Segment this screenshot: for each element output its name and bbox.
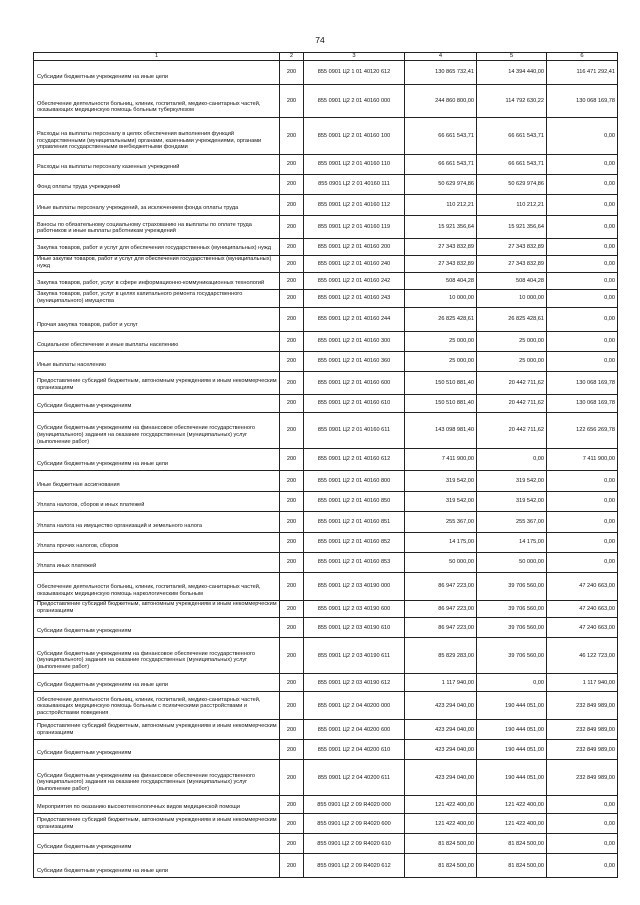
table-row [34, 834, 618, 854]
row-kbk-cell: 855 0901 Ц2 2 01 40160 110 [304, 155, 405, 175]
row-code-cell: 200 [280, 85, 304, 118]
row-name-text: Предоставление субсидий бюджетным, автономным учреждениям и иным некоммерческим организациям [37, 378, 277, 391]
table-row [34, 638, 618, 674]
row-name-cell [34, 796, 280, 814]
column-header: 1 [34, 53, 280, 61]
row-amount-executed-cell: 190 444 051,00 [477, 692, 547, 720]
row-amount-remaining-cell: 47 240 663,00 [547, 573, 618, 601]
row-amount-approved-cell: 7 411 900,00 [405, 449, 477, 471]
row-amount-approved-cell: 85 829 283,00 [405, 638, 477, 674]
row-code-cell: 200 [280, 720, 304, 740]
row-kbk-cell: 855 0901 Ц2 2 04 40200 611 [304, 760, 405, 796]
row-code-cell: 200 [280, 195, 304, 216]
row-amount-approved-cell: 66 661 543,71 [405, 118, 477, 155]
row-name-text: Социальное обеспечение и иные выплаты населению [37, 341, 179, 348]
row-kbk-cell: 855 0901 Ц2 2 04 40200 000 [304, 692, 405, 720]
row-code-cell: 200 [280, 601, 304, 618]
row-kbk-cell: 855 0901 Ц2 2 01 40160 000 [304, 85, 405, 118]
row-amount-remaining-cell: 130 068 169,78 [547, 395, 618, 413]
row-name-text: Субсидии бюджетным учреждениям на финансовое обеспечение государственного (муниципального) задания на оказание государственных (муниципальных) услуг (выполнение работ) [37, 425, 255, 445]
row-name-text: Расходы на выплаты персоналу в целях обеспечения выполнения функций государственными (муниципальными) органами, казенными учреждениями, органами управления государственными внебюджетными фондами [37, 131, 262, 151]
row-name-text: Взносы по обязательному социальному страхованию на выплаты по оплате труда работников и иные выплаты работникам учреждений [37, 221, 252, 235]
page-number: 74 [315, 35, 325, 45]
column-header: 5 [477, 53, 547, 61]
row-amount-remaining-cell: 46 122 723,00 [547, 638, 618, 674]
table-row [34, 332, 618, 352]
table-row [34, 256, 618, 273]
row-amount-approved-cell: 130 865 732,41 [405, 61, 477, 85]
row-name-cell [34, 175, 280, 195]
row-amount-remaining-cell: 0,00 [547, 834, 618, 854]
row-name-text: Мероприятия по оказанию высокотехнологичных видов медицинской помощи [37, 803, 241, 810]
row-name-text: Субсидии бюджетным учреждениям на иные цели [37, 460, 169, 467]
row-amount-approved-cell: 50 000,00 [405, 553, 477, 573]
row-amount-executed-cell: 14 394 440,00 [477, 61, 547, 85]
table-row [34, 796, 618, 814]
row-amount-approved-cell: 10 000,00 [405, 290, 477, 308]
row-name-cell [34, 273, 280, 290]
row-code-cell: 200 [280, 573, 304, 601]
row-amount-approved-cell: 81 824 500,00 [405, 854, 477, 878]
row-name-cell [34, 674, 280, 692]
row-amount-executed-cell: 15 921 356,64 [477, 216, 547, 239]
row-amount-approved-cell: 150 510 881,40 [405, 395, 477, 413]
table-row [34, 553, 618, 573]
row-name-cell [34, 256, 280, 273]
table-row [34, 492, 618, 512]
row-amount-executed-cell: 190 444 051,00 [477, 760, 547, 796]
table-row [34, 195, 618, 216]
row-amount-approved-cell: 255 367,00 [405, 512, 477, 533]
row-amount-approved-cell: 423 294 040,00 [405, 760, 477, 796]
row-code-cell: 200 [280, 512, 304, 533]
row-amount-remaining-cell: 0,00 [547, 155, 618, 175]
row-name-text: Иные закупки товаров, работ и услуг для обеспечения государственных (муниципальных) нужд [37, 256, 272, 269]
row-kbk-cell: 855 0901 Ц2 2 01 40160 610 [304, 395, 405, 413]
row-amount-remaining-cell: 0,00 [547, 118, 618, 155]
row-code-cell: 200 [280, 413, 304, 449]
row-name-cell [34, 638, 280, 674]
row-name-cell [34, 533, 280, 553]
row-amount-remaining-cell: 47 240 663,00 [547, 601, 618, 618]
row-name-cell [34, 553, 280, 573]
row-name-cell [34, 239, 280, 256]
row-code-cell: 200 [280, 216, 304, 239]
row-name-text: Уплата прочих налогов, сборов [37, 542, 119, 549]
row-code-cell: 200 [280, 175, 304, 195]
row-kbk-cell: 855 0901 Ц2 2 01 40160 800 [304, 471, 405, 492]
row-name-cell [34, 740, 280, 760]
row-kbk-cell: 855 0901 Ц2 2 01 40160 100 [304, 118, 405, 155]
table-row [34, 854, 618, 878]
table-row [34, 352, 618, 372]
row-code-cell: 200 [280, 674, 304, 692]
table-row [34, 85, 618, 118]
row-amount-remaining-cell: 0,00 [547, 195, 618, 216]
table-row [34, 273, 618, 290]
table-row [34, 449, 618, 471]
row-code-cell: 200 [280, 796, 304, 814]
row-code-cell: 200 [280, 332, 304, 352]
row-code-cell: 200 [280, 308, 304, 332]
row-amount-approved-cell: 121 422 400,00 [405, 796, 477, 814]
row-name-text: Иные бюджетные ассигнования [37, 481, 120, 488]
row-amount-executed-cell: 81 824 500,00 [477, 834, 547, 854]
row-kbk-cell: 855 0901 Ц2 2 01 40160 611 [304, 413, 405, 449]
row-kbk-cell: 855 0901 Ц2 2 09 R4020 610 [304, 834, 405, 854]
row-name-text: Расходы на выплаты персоналу казенных учреждений [37, 164, 180, 171]
row-amount-executed-cell: 110 212,21 [477, 195, 547, 216]
table-row [34, 740, 618, 760]
row-kbk-cell: 855 0901 Ц2 2 01 40160 244 [304, 308, 405, 332]
table-row [34, 618, 618, 638]
row-amount-executed-cell: 20 442 711,62 [477, 395, 547, 413]
row-amount-remaining-cell: 0,00 [547, 854, 618, 878]
table-row [34, 372, 618, 395]
row-amount-remaining-cell: 130 068 169,78 [547, 85, 618, 118]
row-amount-executed-cell: 81 824 500,00 [477, 854, 547, 878]
row-code-cell: 200 [280, 760, 304, 796]
row-kbk-cell: 855 0901 Ц2 2 01 40160 300 [304, 332, 405, 352]
row-amount-approved-cell: 319 542,00 [405, 471, 477, 492]
row-name-text: Прочая закупка товаров, работ и услуг [37, 321, 138, 328]
row-amount-approved-cell: 27 343 832,89 [405, 239, 477, 256]
row-kbk-cell: 855 0901 Ц2 2 03 40190 610 [304, 618, 405, 638]
row-code-cell: 200 [280, 834, 304, 854]
row-amount-approved-cell: 121 422 400,00 [405, 814, 477, 834]
row-amount-remaining-cell: 0,00 [547, 352, 618, 372]
row-name-cell [34, 61, 280, 85]
row-name-cell [34, 814, 280, 834]
row-code-cell: 200 [280, 256, 304, 273]
row-amount-approved-cell: 50 629 974,86 [405, 175, 477, 195]
row-amount-remaining-cell: 0,00 [547, 175, 618, 195]
table-row [34, 601, 618, 618]
row-name-text: Обеспечение деятельности больниц, клиник, госпиталей, медико-санитарных частей, оказывающих медицинскую помощь больным туберкулезом [37, 100, 261, 114]
row-name-cell [34, 720, 280, 740]
row-kbk-cell: 855 0901 Ц2 2 03 40190 600 [304, 601, 405, 618]
table-row [34, 395, 618, 413]
row-amount-remaining-cell: 122 656 269,78 [547, 413, 618, 449]
row-amount-executed-cell: 508 404,28 [477, 273, 547, 290]
row-amount-remaining-cell: 232 849 989,00 [547, 692, 618, 720]
row-name-text: Субсидии бюджетным учреждениям на иные цели [37, 681, 169, 688]
row-amount-approved-cell: 86 947 223,00 [405, 573, 477, 601]
row-amount-remaining-cell: 0,00 [547, 239, 618, 256]
row-name-text: Субсидии бюджетным учреждениям [37, 843, 132, 850]
row-code-cell: 200 [280, 352, 304, 372]
row-kbk-cell: 855 0901 Ц2 2 09 R4020 000 [304, 796, 405, 814]
row-kbk-cell: 855 0901 Ц2 2 01 40160 112 [304, 195, 405, 216]
row-kbk-cell: 855 0901 Ц2 2 01 40160 852 [304, 533, 405, 553]
row-name-cell [34, 512, 280, 533]
row-kbk-cell: 855 0901 Ц2 2 03 40190 611 [304, 638, 405, 674]
row-amount-executed-cell: 27 343 832,89 [477, 256, 547, 273]
row-amount-remaining-cell: 116 471 292,41 [547, 61, 618, 85]
row-amount-executed-cell: 0,00 [477, 449, 547, 471]
row-amount-executed-cell: 0,00 [477, 674, 547, 692]
row-name-cell [34, 760, 280, 796]
row-amount-remaining-cell: 0,00 [547, 533, 618, 553]
row-kbk-cell: 855 0901 Ц2 2 09 R4020 600 [304, 814, 405, 834]
row-amount-approved-cell: 508 404,28 [405, 273, 477, 290]
table-row [34, 674, 618, 692]
row-kbk-cell: 855 0901 Ц2 1 01 40120 612 [304, 61, 405, 85]
row-name-text: Фонд оплаты труда учреждений [37, 184, 121, 191]
table-row [34, 814, 618, 834]
row-name-cell [34, 195, 280, 216]
row-code-cell: 200 [280, 273, 304, 290]
row-amount-remaining-cell: 130 068 169,78 [547, 372, 618, 395]
row-amount-executed-cell: 121 422 400,00 [477, 814, 547, 834]
row-amount-remaining-cell: 232 849 989,00 [547, 720, 618, 740]
row-name-cell [34, 834, 280, 854]
row-kbk-cell: 855 0901 Ц2 2 01 40160 612 [304, 449, 405, 471]
row-amount-approved-cell: 423 294 040,00 [405, 692, 477, 720]
row-kbk-cell: 855 0901 Ц2 2 01 40160 200 [304, 239, 405, 256]
row-code-cell: 200 [280, 618, 304, 638]
column-number-row [34, 53, 618, 61]
row-amount-executed-cell: 319 542,00 [477, 471, 547, 492]
row-name-cell [34, 118, 280, 155]
table-row [34, 308, 618, 332]
row-kbk-cell: 855 0901 Ц2 2 09 R4020 612 [304, 854, 405, 878]
row-code-cell: 200 [280, 814, 304, 834]
row-amount-executed-cell: 39 706 560,00 [477, 601, 547, 618]
row-amount-approved-cell: 423 294 040,00 [405, 720, 477, 740]
row-amount-executed-cell: 255 367,00 [477, 512, 547, 533]
row-code-cell: 200 [280, 692, 304, 720]
row-amount-approved-cell: 25 000,00 [405, 352, 477, 372]
table-row [34, 413, 618, 449]
row-amount-approved-cell: 319 542,00 [405, 492, 477, 512]
row-name-cell [34, 308, 280, 332]
table-row [34, 118, 618, 155]
table-row [34, 720, 618, 740]
row-name-text: Субсидии бюджетным учреждениям [37, 402, 132, 409]
row-kbk-cell: 855 0901 Ц2 2 04 40200 600 [304, 720, 405, 740]
row-name-text: Предоставление субсидий бюджетным, автономным учреждениям и иным некоммерческим организациям [37, 723, 277, 736]
row-amount-executed-cell: 20 442 711,62 [477, 372, 547, 395]
row-amount-approved-cell: 25 000,00 [405, 332, 477, 352]
row-name-text: Закупка товаров, работ, услуг в целях капитального ремонта государственного (муниципального) имущества [37, 291, 243, 304]
row-amount-approved-cell: 150 510 881,40 [405, 372, 477, 395]
table-row [34, 239, 618, 256]
table-row [34, 512, 618, 533]
row-name-cell [34, 449, 280, 471]
row-name-text: Иные выплаты населению [37, 361, 106, 368]
row-name-text: Уплата налогов, сборов и иных платежей [37, 501, 145, 508]
row-code-cell: 200 [280, 471, 304, 492]
row-name-cell [34, 413, 280, 449]
row-name-text: Предоставление субсидий бюджетным, автономным учреждениям и иным некоммерческим организациям [37, 601, 277, 614]
row-code-cell: 200 [280, 118, 304, 155]
row-code-cell: 200 [280, 239, 304, 256]
row-amount-executed-cell: 14 175,00 [477, 533, 547, 553]
row-name-cell [34, 85, 280, 118]
row-name-text: Иные выплаты персоналу учреждений, за исключением фонда оплаты труда [37, 205, 239, 212]
row-amount-remaining-cell: 0,00 [547, 216, 618, 239]
row-name-text: Субсидии бюджетным учреждениям на финансовое обеспечение государственного (муниципального) задания на оказание государственных (муниципальных) услуг (выполнение работ) [37, 650, 255, 670]
row-amount-executed-cell: 190 444 051,00 [477, 740, 547, 760]
row-name-text: Обеспечение деятельности больниц, клиник, госпиталей, медико-санитарных частей, оказывающих медицинскую помощь наркологическим больным [37, 584, 261, 597]
row-name-text: Субсидии бюджетным учреждениям на финансовое обеспечение государственного (муниципального) задания на оказание государственных (муниципальных) услуг (выполнение работ) [37, 772, 255, 792]
row-amount-approved-cell: 15 921 356,64 [405, 216, 477, 239]
row-name-text: Субсидии бюджетным учреждениям [37, 627, 132, 634]
row-amount-executed-cell: 66 661 543,71 [477, 118, 547, 155]
row-name-text: Уплата иных платежей [37, 562, 97, 569]
row-amount-executed-cell: 190 444 051,00 [477, 720, 547, 740]
row-name-cell [34, 216, 280, 239]
row-name-text: Субсидии бюджетным учреждениям [37, 749, 132, 756]
table-row [34, 290, 618, 308]
row-amount-remaining-cell: 7 411 900,00 [547, 449, 618, 471]
row-amount-remaining-cell: 0,00 [547, 471, 618, 492]
row-amount-remaining-cell: 0,00 [547, 332, 618, 352]
row-name-cell [34, 854, 280, 878]
row-name-cell [34, 692, 280, 720]
row-amount-remaining-cell: 0,00 [547, 290, 618, 308]
row-amount-remaining-cell: 232 849 989,00 [547, 740, 618, 760]
row-name-text: Закупка товаров, работ и услуг для обеспечения государственных (муниципальных) нужд [37, 245, 271, 252]
row-code-cell: 200 [280, 372, 304, 395]
row-amount-approved-cell: 26 825 428,61 [405, 308, 477, 332]
row-amount-approved-cell: 423 294 040,00 [405, 740, 477, 760]
row-name-cell [34, 618, 280, 638]
table-row [34, 533, 618, 553]
row-amount-remaining-cell: 232 849 989,00 [547, 760, 618, 796]
row-name-cell [34, 471, 280, 492]
row-amount-executed-cell: 39 706 560,00 [477, 618, 547, 638]
row-code-cell: 200 [280, 533, 304, 553]
row-kbk-cell: 855 0901 Ц2 2 01 40160 850 [304, 492, 405, 512]
row-name-cell [34, 395, 280, 413]
row-name-text: Закупка товаров, работ, услуг в сфере информационно-коммуникационных технологий [37, 279, 265, 286]
row-amount-executed-cell: 25 000,00 [477, 352, 547, 372]
row-amount-executed-cell: 39 706 560,00 [477, 573, 547, 601]
table-row [34, 760, 618, 796]
row-kbk-cell: 855 0901 Ц2 2 01 40160 600 [304, 372, 405, 395]
row-amount-executed-cell: 20 442 711,62 [477, 413, 547, 449]
row-amount-approved-cell: 66 661 543,71 [405, 155, 477, 175]
row-kbk-cell: 855 0901 Ц2 2 01 40160 360 [304, 352, 405, 372]
row-amount-remaining-cell: 0,00 [547, 814, 618, 834]
row-kbk-cell: 855 0901 Ц2 2 01 40160 853 [304, 553, 405, 573]
row-amount-remaining-cell: 47 240 663,00 [547, 618, 618, 638]
row-kbk-cell: 855 0901 Ц2 2 03 40190 000 [304, 573, 405, 601]
row-amount-remaining-cell: 0,00 [547, 273, 618, 290]
row-amount-approved-cell: 14 175,00 [405, 533, 477, 553]
row-code-cell: 200 [280, 395, 304, 413]
row-amount-remaining-cell: 0,00 [547, 308, 618, 332]
row-code-cell: 200 [280, 740, 304, 760]
table-row [34, 471, 618, 492]
row-amount-remaining-cell: 0,00 [547, 512, 618, 533]
row-kbk-cell: 855 0901 Ц2 2 01 40160 243 [304, 290, 405, 308]
row-amount-remaining-cell: 0,00 [547, 553, 618, 573]
row-kbk-cell: 855 0901 Ц2 2 01 40160 119 [304, 216, 405, 239]
table-row [34, 216, 618, 239]
row-amount-remaining-cell: 1 117 940,00 [547, 674, 618, 692]
row-name-cell [34, 155, 280, 175]
row-amount-approved-cell: 86 947 223,00 [405, 618, 477, 638]
row-code-cell: 200 [280, 290, 304, 308]
row-amount-executed-cell: 26 825 428,61 [477, 308, 547, 332]
row-amount-executed-cell: 50 629 974,86 [477, 175, 547, 195]
column-header: 4 [405, 53, 477, 61]
row-amount-approved-cell: 110 212,21 [405, 195, 477, 216]
row-name-cell [34, 290, 280, 308]
row-name-cell [34, 372, 280, 395]
row-kbk-cell: 855 0901 Ц2 2 04 40200 610 [304, 740, 405, 760]
column-header: 3 [304, 53, 405, 61]
table-row [34, 175, 618, 195]
table-row [34, 573, 618, 601]
row-name-cell [34, 352, 280, 372]
row-code-cell: 200 [280, 492, 304, 512]
row-amount-approved-cell: 244 860 800,00 [405, 85, 477, 118]
row-code-cell: 200 [280, 638, 304, 674]
column-header: 6 [547, 53, 618, 61]
row-code-cell: 200 [280, 449, 304, 471]
row-name-text: Обеспечение деятельности больниц, клиник, госпиталей, медико-санитарных частей, оказывающих медицинскую помощь больным с психическими расстройствами и расстройствами поведения [37, 696, 261, 716]
row-kbk-cell: 855 0901 Ц2 2 01 40160 240 [304, 256, 405, 273]
row-amount-executed-cell: 27 343 832,89 [477, 239, 547, 256]
row-name-text: Субсидии бюджетным учреждениям на иные цели [37, 74, 169, 81]
row-amount-executed-cell: 25 000,00 [477, 332, 547, 352]
row-code-cell: 200 [280, 854, 304, 878]
row-amount-approved-cell: 143 098 981,40 [405, 413, 477, 449]
table-row [34, 692, 618, 720]
row-code-cell: 200 [280, 61, 304, 85]
row-name-cell [34, 492, 280, 512]
row-amount-executed-cell: 66 661 543,71 [477, 155, 547, 175]
row-name-text: Субсидии бюджетным учреждениям на иные цели [37, 867, 169, 874]
row-amount-executed-cell: 50 000,00 [477, 553, 547, 573]
row-code-cell: 200 [280, 553, 304, 573]
row-kbk-cell: 855 0901 Ц2 2 01 40160 851 [304, 512, 405, 533]
row-name-cell [34, 573, 280, 601]
row-name-cell [34, 332, 280, 352]
budget-table [33, 52, 618, 878]
row-name-text: Уплата налога на имущество организаций и земельного налога [37, 522, 202, 529]
row-amount-executed-cell: 319 542,00 [477, 492, 547, 512]
row-name-cell [34, 601, 280, 618]
row-amount-approved-cell: 27 343 832,89 [405, 256, 477, 273]
row-amount-remaining-cell: 0,00 [547, 256, 618, 273]
row-amount-executed-cell: 39 706 560,00 [477, 638, 547, 674]
row-kbk-cell: 855 0901 Ц2 2 03 40190 612 [304, 674, 405, 692]
row-kbk-cell: 855 0901 Ц2 2 01 40160 111 [304, 175, 405, 195]
row-amount-executed-cell: 10 000,00 [477, 290, 547, 308]
row-code-cell: 200 [280, 155, 304, 175]
row-amount-executed-cell: 114 792 630,22 [477, 85, 547, 118]
row-amount-remaining-cell: 0,00 [547, 492, 618, 512]
row-kbk-cell: 855 0901 Ц2 2 01 40160 242 [304, 273, 405, 290]
row-amount-approved-cell: 86 947 223,00 [405, 601, 477, 618]
row-amount-approved-cell: 81 824 500,00 [405, 834, 477, 854]
table-row [34, 155, 618, 175]
column-header: 2 [280, 53, 304, 61]
row-amount-remaining-cell: 0,00 [547, 796, 618, 814]
row-name-text: Предоставление субсидий бюджетным, автономным учреждениям и иным некоммерческим организациям [37, 817, 277, 830]
row-amount-approved-cell: 1 117 940,00 [405, 674, 477, 692]
row-amount-executed-cell: 121 422 400,00 [477, 796, 547, 814]
table-row [34, 61, 618, 85]
